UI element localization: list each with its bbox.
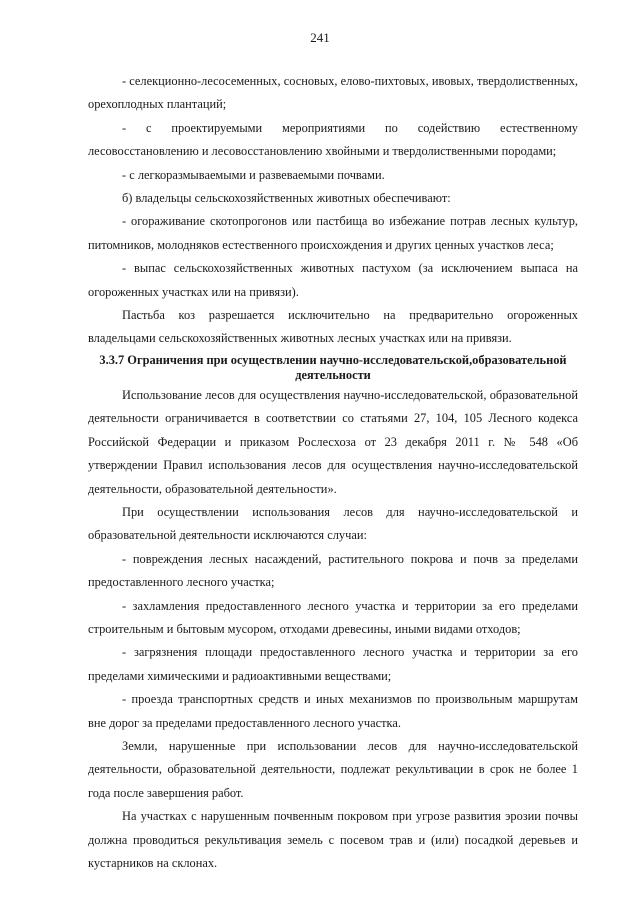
document-body: [88, 70, 578, 875]
paragraph: Земли, нарушенные при использовании лесов для научно-исследовательской деятельности, образовательной деятельности, подлежат рекультивации в срок не более 1 года после завершения работ.: [88, 738, 578, 800]
paragraph: При осуществлении использования лесов для научно-исследовательской и образовательной деятельности исключаются случаи:: [88, 504, 578, 543]
paragraph: - загрязнения площади предоставленного лесного участка и территории за его пределами химическими и радиоактивными веществами;: [88, 645, 578, 683]
paragraph: - захламления предоставленного лесного участка и территории за его пределами строительным и бытовым мусором, отходами древесины, иными видами отходов;: [88, 598, 578, 636]
paragraph: Использование лесов для осуществления научно-исследовательской, образовательной деятельности ограничивается в соответствии со статьями 27, 104, 105 Лесного кодекса Российской Федерации и приказом Рослесхоза от 23 декабря 2011 г. № 548 «Об утверждении Правил использования лесов для осуществления научно-исследовательской деятельности, образовательной деятельности».: [88, 387, 578, 496]
paragraph: - селекционно-лесосеменных, сосновых, елово-пихтовых, ивовых, твердолиственных, орехоплодных плантаций;: [88, 74, 578, 112]
paragraph: - с легкоразмываемыми и развеваемыми почвами.: [122, 167, 385, 182]
paragraph: - с проектируемыми мероприятиями по содействию естественному лесовосстановлению и лесовосстановлению хвойными и твердолиственными породами;: [88, 120, 578, 159]
paragraph: - выпас сельскохозяйственных животных пастухом (за исключением выпаса на огороженных участках или на привязи).: [88, 261, 578, 299]
paragraph: б) владельцы сельскохозяйственных животных обеспечивают:: [122, 191, 451, 206]
section-heading: 3.3.7 Ограничения при осуществлении научно-исследовательской,образовательной деятельности: [99, 352, 567, 382]
paragraph: На участках с нарушенным почвенным покровом при угрозе развития эрозии почвы должна проводиться рекультивация земель с посевом трав и (или) посадкой деревьев и кустарников на склонах.: [88, 809, 578, 870]
page-number: 241: [310, 30, 330, 45]
paragraph: - проезда транспортных средств и иных механизмов по произвольным маршрутам вне дорог за пределами предоставленного лесного участка.: [88, 692, 578, 730]
paragraph: - повреждения лесных насаждений, растительного покрова и почв за пределами предоставленного лесного участка;: [88, 551, 578, 590]
paragraph: Пастьба коз разрешается исключительно на предварительно огороженных владельцами сельскохозяйственных животных лесных участках или на привязи.: [88, 308, 578, 346]
paragraph: - огораживание скотопрогонов или пастбища во избежание потрав лесных культур, питомников, молодняков естественного происхождения и других ценных участков леса;: [88, 214, 578, 252]
